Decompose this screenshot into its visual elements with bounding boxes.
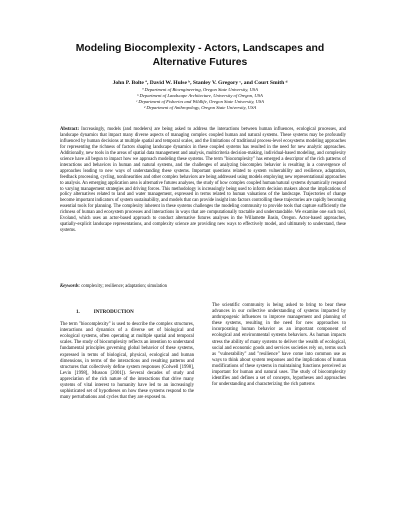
affiliation-a: ª Department of Bioengineering, Oregon State University, USA: [142, 87, 258, 92]
paper-title: [60, 42, 340, 70]
keywords-text: : complexity; resilience; adaptation; simulation: [78, 284, 168, 289]
column-left: [60, 310, 194, 401]
intro-paragraph-right: The scientific community is being asked to bring to bear these advances in our collective understanding of systems impacted by anthropogenic influences to improve management and planning of these systems, resulting in the need for new approaches to incorporating human behavior as an important component of ecological and environmental systems behaviors. As human impacts stress the ability of many systems to deliver the wealth of ecological, social and economic goods and services societies rely on, terms such as "vulnerability" and "resilience" have come into common use as ways to think about system responses and the implications of human modifications of these systems in maintaining functions perceived as important for human and natural uses. The study of biocomplexity identifies and defines a set of concepts, hypotheses and approaches for understanding and characterizing the rich patterns: [212, 303, 346, 388]
keywords-label: Keywords: [60, 284, 79, 289]
abstract-text: Increasingly, models (and modelers) are being asked to address the interactions between human influences, ecological processes, and landscape dynamics that impact many diverse aspects of managing complex coupled human and natural systems. These systems may be profoundly influenced by human decisions at multiple spatial and temporal scales, and the limitations of traditional process-level ecosystems modeling approaches for representing the richness of factors shaping landscape dynamics in these coupled systems has resulted in the need for new analytic approaches. Additionally, new tools in the areas of spatial data management and analysis, multicriteria decision-making, individual-based modeling, and complexity science have all begun to impact how we approach modeling these systems. The term "biocomplexity" has emerged a descriptor of the rich patterns of interactions and behaviors in human and natural systems, and the challenges of analyzing biocomplex behavior is resulting in a convergence of approaches leading to new ways of understanding these systems. Important questions related to system vulnerability and resilience, adaptation, feedback processing, cycling, nonlinearities and other complex behaviors are being addressed using models employing new representational approaches to analysis. An emerging application area is alternative futures analyses, the study of how complex coupled human/natural systems dynamically respond to varying management strategies and driving forces. This methodology is increasingly being used to inform decision makers about the implications of policy alternatives related to land and water management, expressed in terms related to human valuations of the landscape. Trajectories of change become important indicators of system sustainability, and models that can provide insight into factors controlling these trajectories are rapidly becoming essential tools for planning. The complexity inherent in these systems challenges the modeling community to provide tools that capture sufficiently the richness of human and ecosystem processes and interactions in ways that are computationally tractable and understandable. We examine one such tool, Evoland, which uses an actor-based approach to conduct alternative futures analyses in the Willamette Basin, Oregon. Actor-based approaches, spatially-explicit landscape representations, and complexity science are providing new ways to effectively model, and ultimately to understand, these systems.: [60, 127, 347, 234]
affiliation-b: ᵇ Department of Landscape Architecture, University of Oregon, USA: [137, 93, 263, 98]
section-heading: [60, 310, 194, 316]
affiliations: [60, 87, 340, 111]
column-right: [212, 303, 346, 388]
intro-paragraph-left: The term "biocomplexity" is used to describe the complex structures, interactions and dynamics of a diverse set of biological and ecological systems, often operating at multiple spatial and temporal scales. The study of biocomplexity reflects an intention to understand fundamental principles governing global behavior of these systems, expressed in terms of biological, physical, ecological and human dimensions, in terms of the interactions and resulting patterns and structures that collectively define system responses (Colwell [1998], Levin [1998], Musson [2001]). Several decades of study and appreciation of the rich nature of the interactions that drive many systems of vital interest to humanity have led to an increasingly sophisticated set of hypotheses on how these systems respond to the many perturbations and cycles that they are exposed to.: [60, 322, 194, 401]
abstract: [60, 127, 346, 234]
title-line-2: Alternative Futures: [152, 57, 248, 68]
author-list: John P. Bolte ª, David W. Hulse ᵇ, Stanley V. Gregory ᶜ, and Court Smith ᵈ: [112, 80, 288, 86]
affiliation-d: ᵈ Department of Anthropology, Oregon State University, USA: [143, 105, 257, 110]
section-title: INTRODUCTION: [93, 310, 134, 315]
abstract-label: Abstract:: [60, 127, 80, 132]
keywords: [60, 284, 346, 290]
title-line-1: Modeling Biocomplexity - Actors, Landscapes and: [75, 43, 325, 54]
affiliation-c: ᶜ Department of Fisheries and Wildlife, Oregon State University, USA: [136, 99, 264, 104]
section-number: 1.: [76, 310, 80, 315]
